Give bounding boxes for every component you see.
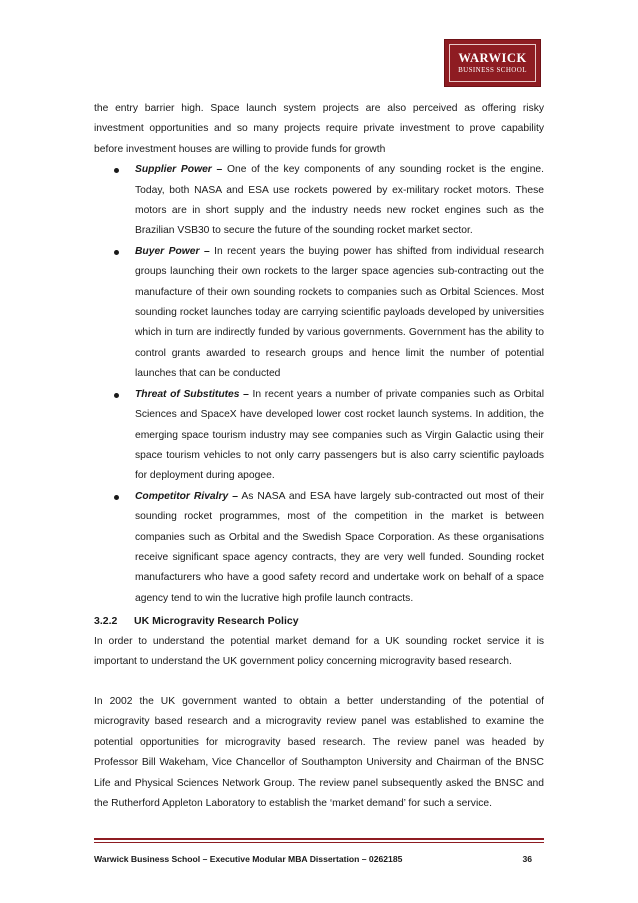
bullet-lead: Threat of Substitutes – bbox=[135, 388, 249, 400]
page-number: 36 bbox=[522, 854, 532, 864]
section-title: UK Microgravity Research Policy bbox=[134, 615, 299, 627]
section-heading bbox=[94, 611, 299, 631]
bullet-lead: Supplier Power – bbox=[135, 164, 223, 176]
bullet-icon bbox=[114, 393, 119, 398]
continuation-text: the entry barrier high. Space launch system projects are also perceived as offering risky investment opportunities and so many projects require private investment to prove capability before investment houses are willing to provide funds for growth bbox=[94, 103, 544, 155]
footer-text: Warwick Business School – Executive Modular MBA Dissertation – 0262185 bbox=[94, 854, 403, 864]
bullet-text: In recent years a number of private companies such as Orbital Sciences and SpaceX have developed lower cost rocket launch systems. In addition, the emerging space tourism industry may see companies such as Virgin Galactic using their space tourism vehicles to not only carry passengers but is also carry scientific payloads for deployment during apogee. bbox=[135, 388, 545, 482]
list-item bbox=[94, 385, 544, 487]
section-number: 3.2.2 bbox=[94, 615, 118, 627]
paragraph: In order to understand the potential market demand for a UK sounding rocket service it is important to understand the UK government policy concerning microgravity based research. bbox=[94, 636, 544, 668]
logo-subtitle: BUSINESS SCHOOL bbox=[458, 66, 527, 74]
paragraph: In 2002 the UK government wanted to obtain a better understanding of the potential of microgravity based research and a microgravity review panel was established to examine the potential opportunities for microgravity based research. The review panel was headed by Professor Bill Wakeham, Vice Chancellor of Southampton University and Chairman of the BNSC Life and Physical Sciences Network Group. The review panel subsequently asked the BNSC and the Rutherford Appleton Laboratory to establish the ‘market demand’ for such a service. bbox=[94, 696, 544, 810]
footer-rule bbox=[94, 838, 544, 840]
list-item bbox=[94, 242, 544, 385]
footer-rule-thin bbox=[94, 842, 544, 843]
logo-name: WARWICK bbox=[458, 51, 527, 65]
bullet-icon bbox=[114, 250, 119, 255]
list-item bbox=[94, 487, 544, 609]
page-footer bbox=[94, 854, 544, 864]
body-content bbox=[94, 99, 544, 609]
warwick-logo bbox=[444, 39, 541, 87]
bullet-icon bbox=[114, 168, 119, 173]
bullet-text: In recent years the buying power has shifted from individual research groups launching their own rockets to the larger space agencies sub-contracting out the manufacture of their own sounding rockets to companies such as Orbital Sciences. Most sounding rocket launches today are carrying scientific payloads developed by universities which in turn are indirectly funded by various governments. Government has the ability to control grants awarded to research groups and hence limit the number of potential launches that can be conducted bbox=[135, 245, 544, 380]
bullet-lead: Buyer Power – bbox=[135, 245, 210, 257]
list-item bbox=[94, 160, 544, 242]
bullet-text: One of the key components of any sounding rocket is the engine. Today, both NASA and ESA use rockets powered by ex-military rocket motors. These motors are in short supply and the industry needs new rocket engines such as the Brazilian VSB30 to secure the future of the sounding rocket market sector. bbox=[135, 164, 545, 237]
porter-forces-list bbox=[94, 160, 544, 609]
bullet-icon bbox=[114, 495, 119, 500]
bullet-text: As NASA and ESA have largely sub-contracted out most of their sounding rocket programmes, most of the competition in the market is between companies such as Orbital and the Swedish Space Corporation. As these organisations receive significant space agency contracts, they are very well funded. Sounding rocket manufacturers who have a good safety record and undertake work on behalf of a space agency tend to win the lucrative high profile launch contracts. bbox=[135, 490, 544, 604]
bullet-lead: Competitor Rivalry – bbox=[135, 490, 238, 502]
